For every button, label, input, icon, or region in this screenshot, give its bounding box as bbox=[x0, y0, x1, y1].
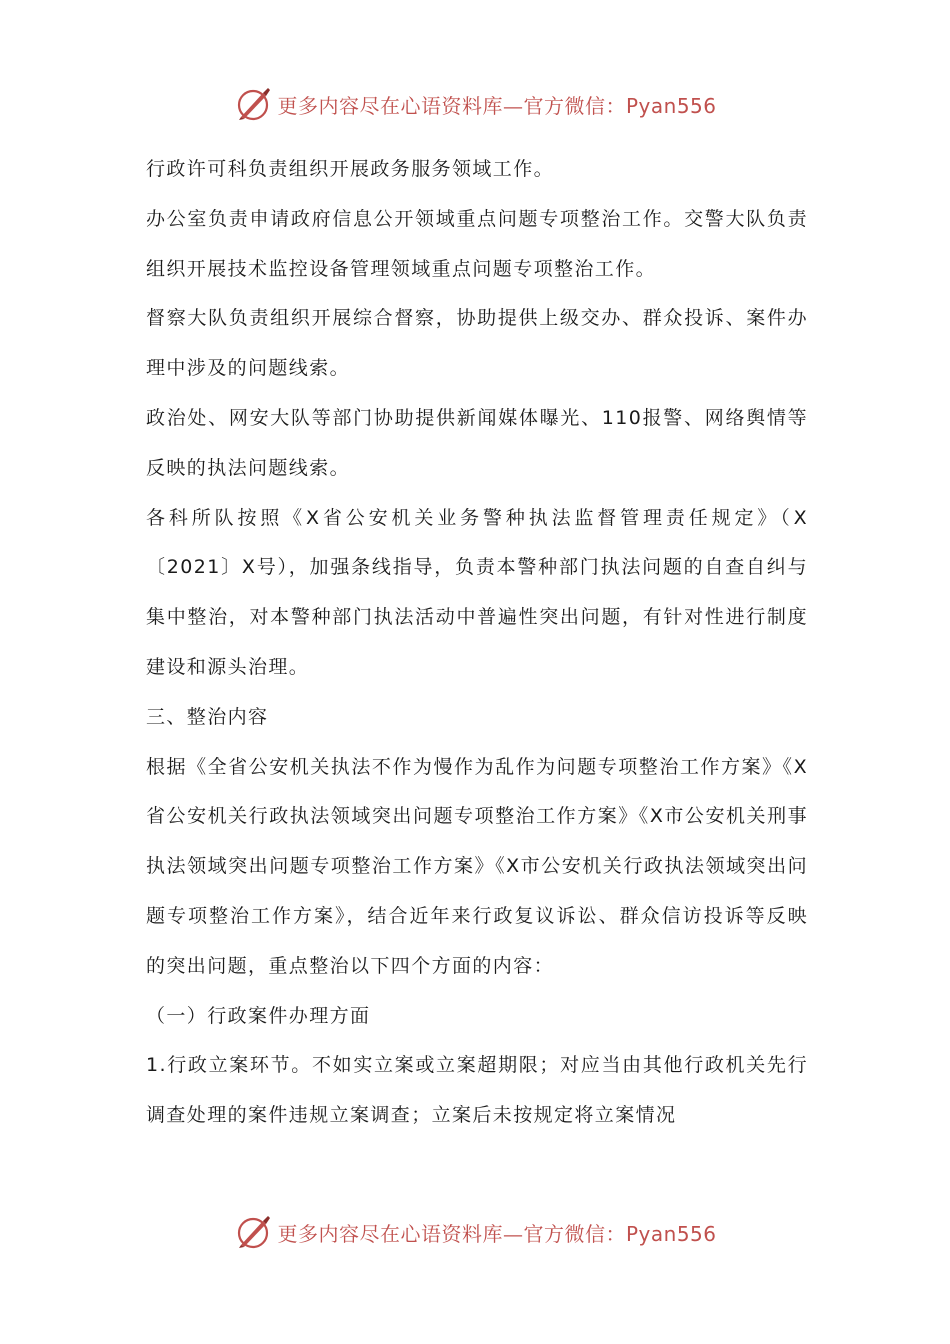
watermark-wechat-id: Pyan556 bbox=[625, 1221, 717, 1246]
subsection-heading: （一）行政案件办理方面 bbox=[146, 1004, 371, 1027]
paragraph: 1.行政立案环节。不如实立案或立案超期限；对应当由其他行政机关先行调查处理的案件违规立案调查；立案后未按规定将立案情况 bbox=[146, 1054, 808, 1127]
paragraph: 行政许可科负责组织开展政务服务领域工作。 bbox=[146, 158, 555, 180]
paragraph: 各科所队按照《X省公安机关业务警种执法监督管理责任规定》（X〔2021〕X号），加强条线指导，负责本警种部门执法问题的自查自纠与集中整治，对本警种部门执法活动中普遍性突出问题，有针对性进行制度建设和源头治理。 bbox=[146, 506, 808, 678]
watermark-header bbox=[0, 82, 950, 126]
paragraph: 政治处、网安大队等部门协助提供新闻媒体曝光、110报警、网络舆情等反映的执法问题线索。 bbox=[146, 406, 808, 479]
paragraph: 督察大队负责组织开展综合督察，协助提供上级交办、群众投诉、案件办理中涉及的问题线索。 bbox=[146, 307, 808, 380]
watermark-text: 更多内容尽在心语资料库—官方微信： bbox=[277, 93, 626, 118]
watermark-footer bbox=[0, 1210, 950, 1254]
section-heading: 三、整治内容 bbox=[146, 705, 269, 728]
paragraph: 根据《全省公安机关执法不作为慢作为乱作为问题专项整治工作方案》《X省公安机关行政执法领域突出问题专项整治工作方案》《X市公安机关刑事执法领域突出问题专项整治工作方案》《X市公安机关行政执法领域突出问题专项整治工作方案》，结合近年来行政复议诉讼、群众信访投诉等反映的突出问题，重点整治以下四个方面的内容： bbox=[146, 755, 808, 977]
paragraph: 办公室负责申请政府信息公开领域重点问题专项整治工作。交警大队负责组织开展技术监控设备管理领域重点问题专项整治工作。 bbox=[146, 207, 808, 280]
document-body bbox=[146, 145, 808, 1141]
watermark-text: 更多内容尽在心语资料库—官方微信： bbox=[277, 1221, 626, 1246]
pen-logo-icon bbox=[233, 1212, 273, 1252]
pen-logo-icon bbox=[233, 84, 273, 124]
watermark-wechat-id: Pyan556 bbox=[625, 93, 717, 118]
